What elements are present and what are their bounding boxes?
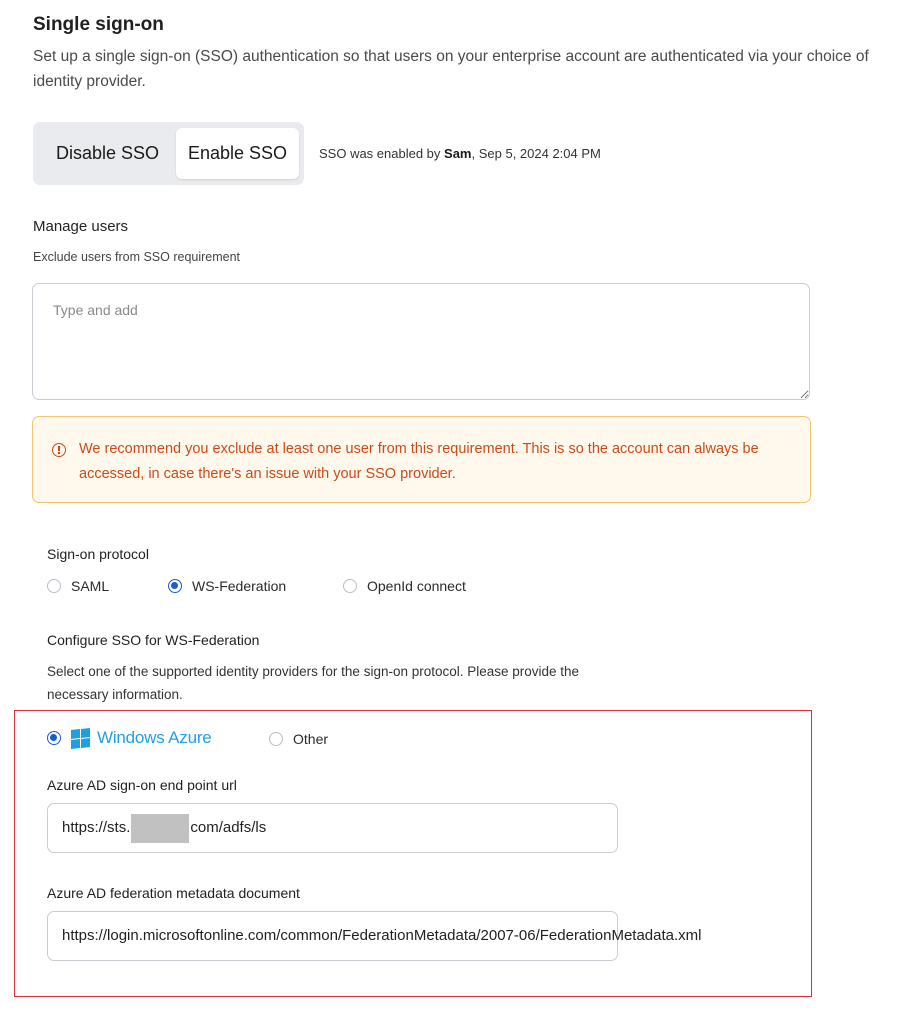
sso-status-user: Sam (444, 146, 472, 161)
enable-sso-button[interactable]: Enable SSO (176, 128, 299, 179)
page-title: Single sign-on (33, 14, 164, 35)
disable-sso-button[interactable]: Disable SSO (55, 143, 160, 163)
exclude-users-input[interactable] (32, 283, 810, 400)
protocol-option-openid[interactable] (343, 578, 466, 594)
configure-sso-description: Select one of the supported identity providers for the sign-on protocol. Please provide the necessary information. (47, 664, 580, 702)
alert-circle-icon (52, 443, 66, 457)
endpoint-url-prefix: https://sts. (62, 819, 131, 836)
windows-azure-radio[interactable] (47, 731, 61, 745)
openid-radio[interactable] (343, 579, 357, 593)
redacted-block (131, 814, 189, 843)
sso-status-prefix: SSO was enabled by (319, 146, 445, 161)
protocol-option-saml[interactable] (47, 578, 109, 594)
endpoint-url-suffix: com/adfs/ls (190, 819, 267, 836)
page-description: Set up a single sign-on (SSO) authentication so that users on your enterprise account are authenticated via your choice of identity provider. (33, 48, 869, 90)
saml-radio[interactable] (47, 579, 61, 593)
protocol-option-ws-federation[interactable] (168, 578, 286, 594)
windows-azure-label: Windows Azure (97, 728, 212, 747)
other-radio[interactable] (269, 732, 283, 746)
sso-status-suffix: , Sep 5, 2024 2:04 PM (471, 146, 601, 161)
endpoint-url-input[interactable] (47, 803, 618, 853)
sso-toggle (33, 122, 304, 185)
ws-federation-label: WS-Federation (192, 578, 287, 594)
sso-status-text (319, 146, 601, 161)
other-label: Other (293, 731, 329, 747)
openid-label: OpenId connect (367, 578, 466, 594)
windows-logo-icon (71, 728, 90, 749)
manage-users-subheading: Exclude users from SSO requirement (33, 250, 241, 264)
saml-label: SAML (71, 578, 110, 594)
warning-banner (32, 416, 811, 503)
sign-on-protocol-heading: Sign-on protocol (47, 546, 149, 562)
metadata-document-label: Azure AD federation metadata document (47, 885, 300, 901)
metadata-document-value: https://login.microsoftonline.com/common/FederationMetadata/2007-06/FederationMetadata.xml (62, 927, 702, 944)
metadata-document-input[interactable] (47, 911, 702, 961)
provider-option-other[interactable] (269, 731, 328, 747)
ws-federation-radio[interactable] (168, 579, 182, 593)
configure-sso-heading: Configure SSO for WS-Federation (47, 632, 260, 648)
warning-text: We recommend you exclude at least one user from this requirement. This is so the account can always be accessed, in case there's an issue with your SSO provider. (79, 441, 759, 482)
provider-option-windows-azure[interactable] (47, 728, 212, 748)
endpoint-url-label: Azure AD sign-on end point url (47, 777, 237, 793)
manage-users-heading: Manage users (33, 218, 129, 235)
